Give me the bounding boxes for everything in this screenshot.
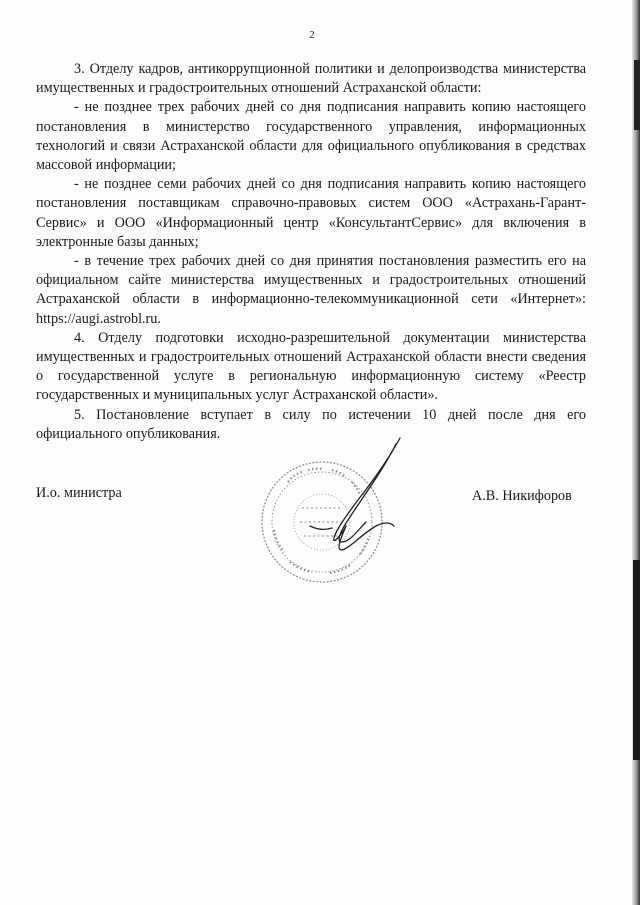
paragraph-3-item-2: - не позднее семи рабочих дней со дня подписания направить копию настоящего постановления поставщикам справочно-правовых систем ООО «Астрахань-Гарант-Сервис» и ООО «Информационный центр «КонсультантСервис» для включения в электронные базы данных;: [36, 176, 586, 250]
paragraph-5: 5. Постановление вступает в силу по истечении 10 дней после дня его официального опубликования.: [36, 406, 586, 442]
paragraph-3: 3. Отделу кадров, антикоррупционной политики и делопроизводства министерства имущественных и градостроительных отношений Астраханской области:: [36, 61, 586, 97]
paragraph-3-item-1: - не позднее трех рабочих дней со дня подписания направить копию настоящего постановления в министерство государственного управления, информационных технологий и связи Астраханской области для официального опубликования в средствах массовой информации;: [36, 99, 586, 174]
official-seal-and-signature: [250, 430, 420, 605]
handwritten-signature: [310, 438, 400, 550]
paragraph-4: 4. Отделу подготовки исходно-разрешительной документации министерства имущественных и градостроительных отношений Астраханской области внести сведения о государственной услуге в региональную информационную систему «Реестр государственных и муниципальных услуг Астраханской области».: [36, 329, 586, 404]
document-body: [36, 60, 586, 444]
paragraph-3-item-3: - в течение трех рабочих дней со дня принятия постановления разместить его на официальном сайте министерства имущественных и градостроительных отношений Астраханской области в информационно-телекоммуникационной сети «Интернет»: https://augi.astrobl.ru.: [36, 253, 586, 327]
page-number: 2: [309, 29, 315, 41]
seal-stamp: [262, 462, 382, 582]
signatory-name: А.В. Никифоров: [472, 488, 572, 504]
signatory-title: И.о. министра: [36, 485, 122, 501]
signature-block: [0, 430, 640, 610]
